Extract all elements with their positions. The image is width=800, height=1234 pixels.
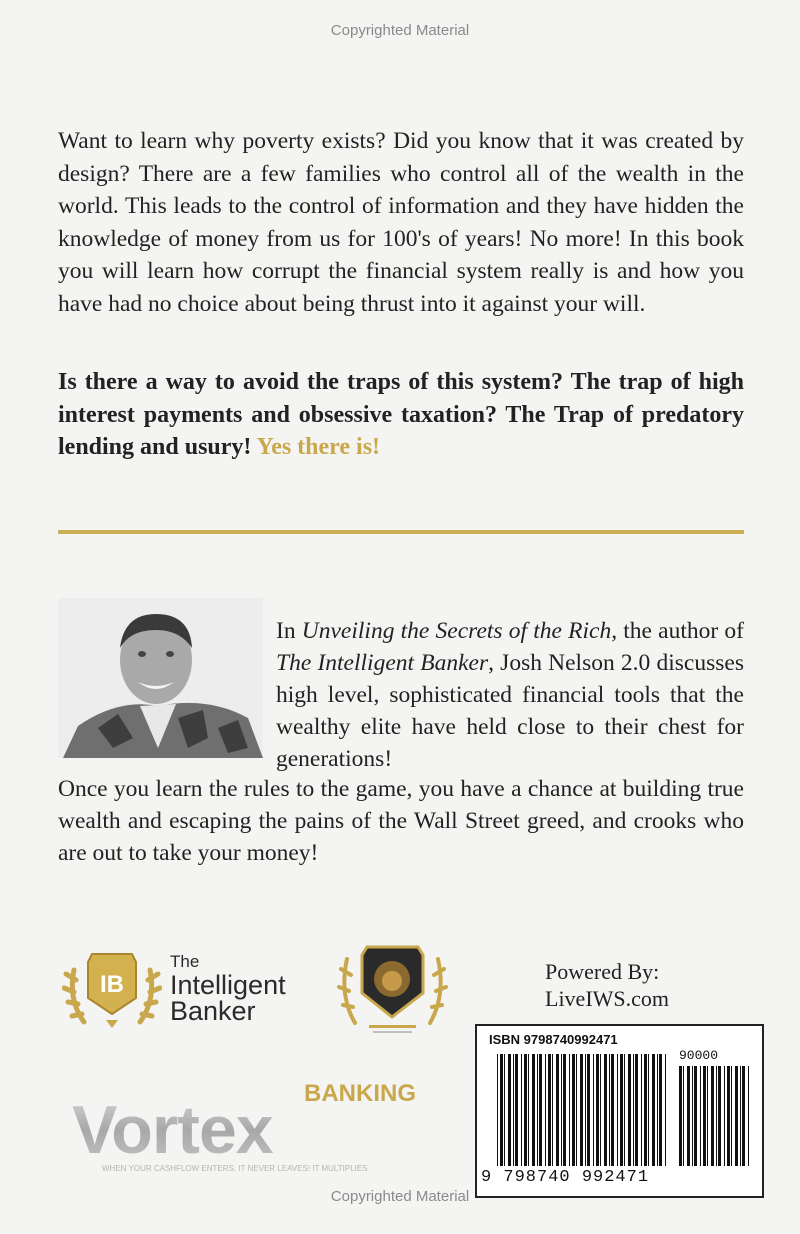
ib-intelligent: Intelligent	[170, 970, 286, 1000]
author-bio	[276, 615, 744, 775]
powered-by-label: Powered By:	[545, 959, 660, 984]
banking-vortex-logo	[72, 1075, 452, 1175]
ib-monogram: IB	[100, 971, 124, 998]
ib-banker: Banker	[170, 996, 256, 1026]
intelligent-banker-wordmark	[170, 952, 286, 1024]
isbn-number: ISBN 9798740992471	[489, 1032, 618, 1047]
price-addon-code: 90000	[679, 1048, 719, 1063]
lion-shield-emblem	[335, 935, 450, 1040]
powered-by	[545, 958, 669, 1012]
vortex-banking-label: BANKING	[304, 1080, 416, 1107]
bio-in: In	[276, 618, 296, 644]
closing-paragraph: Once you learn the rules to the game, you have a chance at building true wealth and escaping the pains of the Wall Street greed, and crooks who are out to take your money!	[58, 776, 744, 866]
ib-the: The	[170, 952, 200, 971]
isbn-barcode	[475, 1024, 764, 1198]
gold-divider	[58, 530, 744, 534]
vortex-wordmark: Vortex	[72, 1092, 273, 1168]
question-text: Is there a way to avoid the traps of this system? The trap of high interest payments and obsessive taxation? The Trap of predatory lending and usury!	[58, 369, 744, 460]
intelligent-banker-emblem	[62, 940, 162, 1032]
copyright-watermark-bottom: Copyrighted Material	[330, 1188, 470, 1205]
intro-paragraph: Want to learn why poverty exists? Did you know that it was created by design? There are a few families who control all of the wealth in the world. This leads to the control of information and they have hidden the knowledge of money from us for 100's of years! No more! In this book you will learn how corrupt the financial system really is and how you have had no choice about being thrust into it against your will.	[58, 128, 744, 317]
previous-book-title: The Intelligent Banker	[276, 650, 489, 676]
author-photo	[58, 598, 263, 758]
addon-barcode-bars	[679, 1066, 749, 1166]
book-title: Unveiling the Secrets of the Rich	[301, 618, 612, 644]
bio-rest: , Josh Nelson 2.0 discusses high level, sophisticated financial tools that the wealthy elite have held close to their chest for generations!	[276, 650, 744, 772]
copyright-watermark-top: Copyrighted Material	[330, 22, 470, 39]
barcode-bars	[497, 1054, 667, 1166]
question-paragraph	[58, 366, 744, 464]
powered-by-site: LiveIWS.com	[545, 986, 670, 1011]
ean-digits: 9 798740 992471	[481, 1168, 650, 1187]
vortex-tagline: WHEN YOUR CASHFLOW ENTERS, IT NEVER LEAVES! IT MULTIPLIES	[102, 1164, 368, 1173]
yes-there-is-highlight: Yes there is!	[256, 434, 381, 460]
bio-mid: , the author of	[611, 618, 744, 644]
